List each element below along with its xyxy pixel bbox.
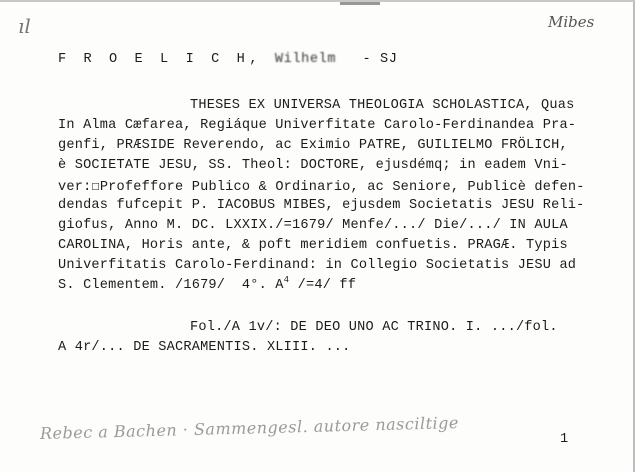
page-number: 1 <box>560 432 569 447</box>
imprint-tail: /=4/ ff <box>289 278 357 293</box>
body-line: genfi, PRÆSIDE Reverendo, ac Eximio PATRE, GUILIELMO FRÖLICH, <box>58 138 568 153</box>
author-surname: F R O E L I C H, <box>58 52 263 67</box>
body-line: è SOCIETATE JESU, SS. Theol: DOCTORE, ejusdémq; in eadem Vni- <box>58 158 568 173</box>
body-line: Univerfitatis Carolo-Ferdinand: in Collegio Societatis JESU ad <box>58 258 577 273</box>
body-line: CAROLINA, Horis ante, & poft meridiem confuetis. PRAGÆ. Typis <box>58 238 568 253</box>
body-line: dendas fufcepit P. IACOBUS MIBES, ejusdem Societatis JESU Reli- <box>58 198 585 213</box>
body-line: In Alma Cæfarea, Regiáque Univerfitate Carolo-Ferdinandea Pra- <box>58 118 577 133</box>
top-edge-mark <box>340 2 380 5</box>
collation-line: Fol./A 1v/: DE DEO UNO AC TRINO. I. .../fol. <box>190 320 558 335</box>
body-line: ver:☐Profeffore Publico & Ordinario, ac Seniore, Publicè defen- <box>58 180 585 195</box>
collation-line: A 4r/... DE SACRAMENTIS. XLIII. ... <box>58 340 351 355</box>
margin-mark: ıl <box>18 14 31 38</box>
obscured-forename: Wilhelm <box>274 52 337 67</box>
card-heading <box>58 52 398 67</box>
handwritten-note: Rebec a Bachen · Sammengesl. autore nasciltige <box>39 413 460 443</box>
body-line: THESES EX UNIVERSA THEOLOGIA SCHOLASTICA, Quas <box>190 98 575 113</box>
order-suffix: - SJ <box>362 52 398 67</box>
handwritten-name: Mibes <box>548 13 595 31</box>
imprint-line <box>58 275 357 293</box>
imprint-text: S. Clementem. /1679/ 4°. A <box>58 278 284 293</box>
body-line: giofus, Anno M. DC. LXXIX./=1679/ Menfe/.../ Die/.../ IN AULA <box>58 218 568 233</box>
signature-superscript: 4 <box>283 275 290 285</box>
